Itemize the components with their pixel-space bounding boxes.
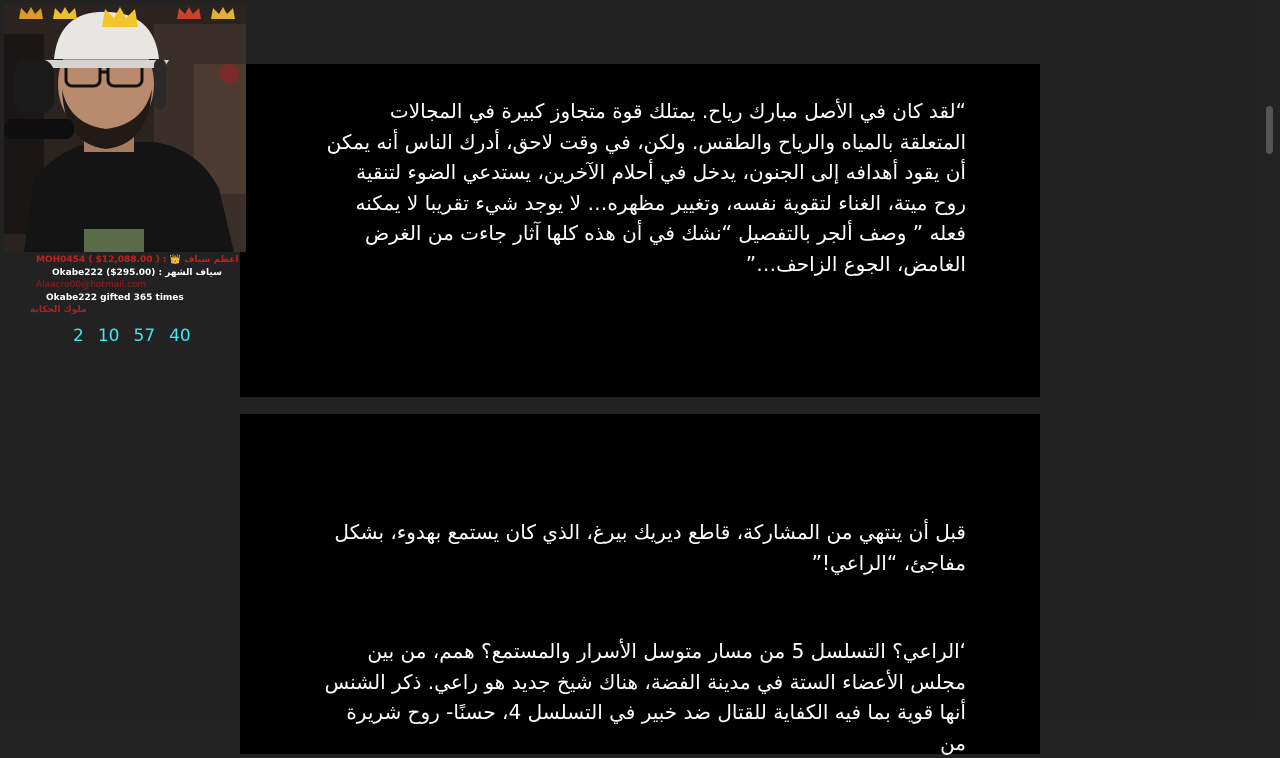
text-page-2 bbox=[240, 414, 1040, 754]
top-donor-line: MOH0454 ( $12,088.00 ) : 👑 اعظم سياف bbox=[36, 255, 239, 265]
countdown-timer bbox=[73, 326, 205, 346]
crown-icon bbox=[18, 6, 44, 20]
title-line: ملوك الحكاية bbox=[30, 305, 87, 315]
email-line: Alaacro00@hotmail.com bbox=[36, 280, 147, 290]
countdown-hours: 10 bbox=[97, 326, 120, 346]
countdown-seconds: 40 bbox=[169, 326, 191, 346]
gift-line: Okabe222 gifted 365 times bbox=[46, 292, 184, 303]
crown-icon bbox=[176, 6, 202, 20]
text-page-1 bbox=[240, 64, 1040, 397]
vertical-scrollbar[interactable] bbox=[1258, 0, 1280, 720]
monthly-donor-line: Okabe222 ($295.00) : سياف الشهر bbox=[52, 267, 222, 278]
scrollbar-thumb[interactable] bbox=[1266, 106, 1273, 154]
webcam-image bbox=[4, 4, 246, 252]
paragraph: ‘الراعي؟ التسلسل 5 من مسار متوسل الأسرار والمستمع؟ همم، من بين مجلس الأعضاء الستة في مدينة الفضة، هناك شيخ جديد هو راعي. ذكر الشنس أنها قوية بما فيه الكفاية للقتال ضد خبير في التسلسل 4، حسنًا- روح شريرة من bbox=[324, 639, 966, 755]
paragraph: قبل أن ينتهي من المشاركة، قاطع ديريك بيرغ، الذي كان يستمع بهدوء، بشكل مفاجئ، “الراعي!” bbox=[334, 520, 966, 575]
countdown-minutes: 57 bbox=[133, 326, 156, 346]
crown-icon bbox=[210, 6, 236, 20]
crown-icon bbox=[100, 6, 140, 28]
streamer-webcam bbox=[4, 4, 246, 252]
countdown-days: 2 bbox=[73, 326, 84, 346]
donation-ticker bbox=[20, 254, 239, 317]
crown-icon bbox=[52, 6, 78, 20]
paragraph: “لقد كان في الأصل مبارك رياح. يمتلك قوة متجاوز كبيرة في المجالات المتعلقة بالمياه والرياح والطقس. ولكن، في وقت لاحق، أدرك الناس أنه يمكن أن يقود أهدافه إلى الجنون، يدخل في أحلام الآخرين، يستدعي الضوء لتنقية روح ميتة، الغناء لتقوية نفسه، وتغيير مظهره… لا يوجد شيء تقريبا لا يمكنه فعله ” وصف ألجر بالتفصيل “نشك في أن هذه كلها آثار جاءت من الغرض الغامض، الجوع الزاحف…” bbox=[326, 99, 966, 276]
